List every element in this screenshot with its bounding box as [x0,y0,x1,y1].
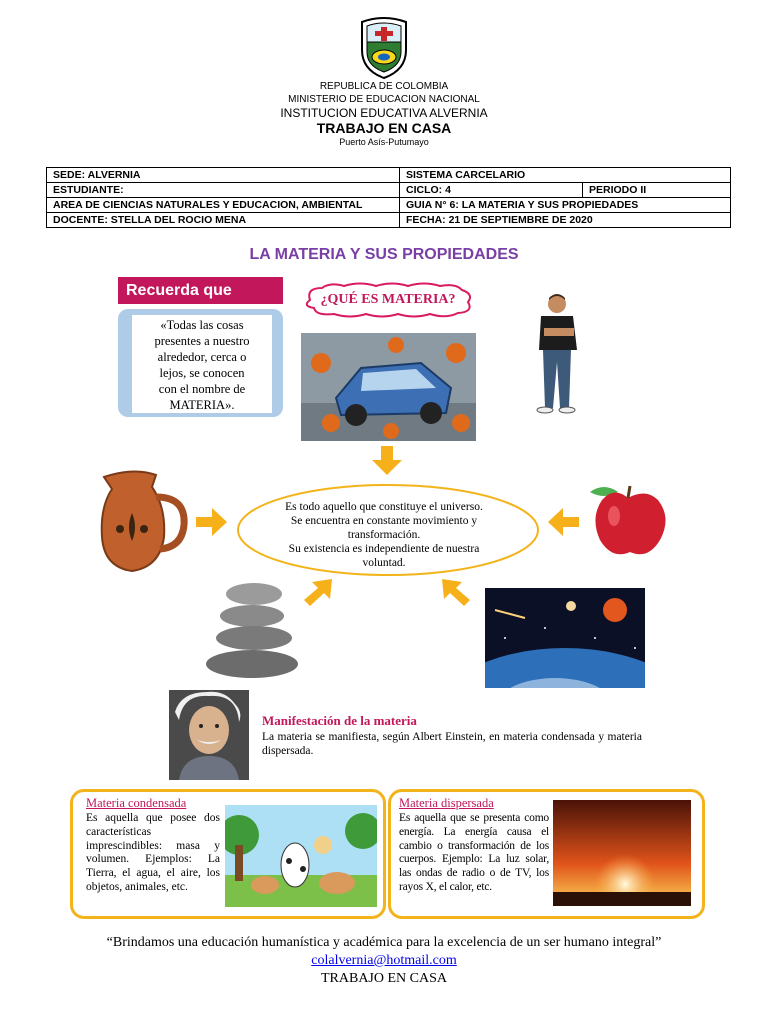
definition-line: transformación. [347,529,421,541]
cell-area: AREA DE CIENCIAS NATURALES Y EDUCACION, AMBIENTAL [47,198,400,213]
footer-quote: “Brindamos una educación humanística y académica para la excelencia de un ser humano integral” [106,935,662,950]
recuerda-line: MATERIA». [169,398,235,412]
mechanics-car-image [301,333,476,441]
recuerda-line: lejos, se conocen [159,366,245,380]
que-es-materia-text: ¿QUÉ ES MATERIA? [320,292,456,307]
cell-periodo: PERIODO II [583,183,731,198]
header-trabajo-en-casa: TRABAJO EN CASA [316,120,452,136]
cell-sistema: SISTEMA CARCELARIO [400,168,731,183]
recuerda-line: alrededor, cerca o [157,350,247,364]
clay-jug-image [94,467,190,573]
footer-email-link[interactable]: colalvernia@hotmail.com [311,953,457,968]
definition-text [250,500,518,570]
definition-line: Es todo aquello que constituye el universo. [285,501,483,513]
footer-trabajo-en-casa: TRABAJO EN CASA [320,971,447,986]
arrow-right-icon [196,508,228,536]
school-shield-logo [358,16,410,80]
manifestacion-text: La materia se manifiesta, según Albert Einstein, en materia condensada y materia dispersada. [262,731,642,757]
dispersada-text: Es aquella que se presenta como energía. La energía causa el cambio o transformación de los cuerpos. Ejemplo: La luz solar, las ondas de radio o de TV, los rayos X, el calor, etc. [399,812,549,893]
header-republica: REPUBLICA DE COLOMBIA [319,81,449,92]
einstein-portrait-image [169,690,249,780]
definition-line: Se encuentra en constante movimiento y [290,515,478,527]
info-table [46,167,731,228]
space-earth-image [485,588,645,688]
animals-cartoon-image [225,805,377,907]
header-ministerio: MINISTERIO DE EDUCACION NACIONAL [288,94,480,105]
header-institucion: INSTITUCION EDUCATIVA ALVERNIA [280,106,488,120]
recuerda-line: «Todas las cosas [160,318,244,332]
condensada-text: Es aquella que posee dos características imprescindibles: masa y volumen. Ejemplos: La Tierra, el agua, el aire, los objetos, animales, etc. [86,812,220,893]
arrow-up-right-icon [302,578,334,608]
condensada-panel [70,789,386,919]
arrow-left-icon [548,508,580,536]
page-title: LA MATERIA Y SUS PROPIEDADES [249,246,519,263]
arrow-up-left-icon [440,578,472,608]
dispersada-title: Materia dispersada [399,796,494,810]
cell-ciclo: CICLO: 4 [400,183,583,198]
cell-fecha: FECHA: 21 DE SEPTIEMBRE DE 2020 [400,213,731,228]
apple-image [584,482,678,560]
boy-figure-image [527,292,583,418]
dispersada-panel [388,789,705,919]
condensada-title: Materia condensada [86,796,187,810]
cell-estudiante: ESTUDIANTE: [47,183,400,198]
definition-line: Su existencia es independiente de nuestra [288,543,480,555]
recuerda-line: con el nombre de [158,382,246,396]
recuerda-body [118,309,283,417]
stones-image [202,580,300,684]
que-es-materia-bubble [300,282,476,318]
cell-sede: SEDE: ALVERNIA [47,168,400,183]
recuerda-heading: Recuerda que [118,277,283,304]
manifestacion-title: Manifestación de la materia [262,713,417,728]
recuerda-box [118,277,283,419]
definition-line: voluntad. [362,557,406,569]
sunset-image [553,800,691,906]
arrow-down-icon [371,446,403,476]
recuerda-line: presentes a nuestro [154,334,250,348]
cell-guia: GUIA N° 6: LA MATERIA Y SUS PROPIEDADES [400,198,731,213]
recuerda-card [132,315,272,413]
cell-docente: DOCENTE: STELLA DEL ROCIO MENA [47,213,400,228]
header-puerto-asis: Puerto Asís-Putumayo [339,137,429,147]
